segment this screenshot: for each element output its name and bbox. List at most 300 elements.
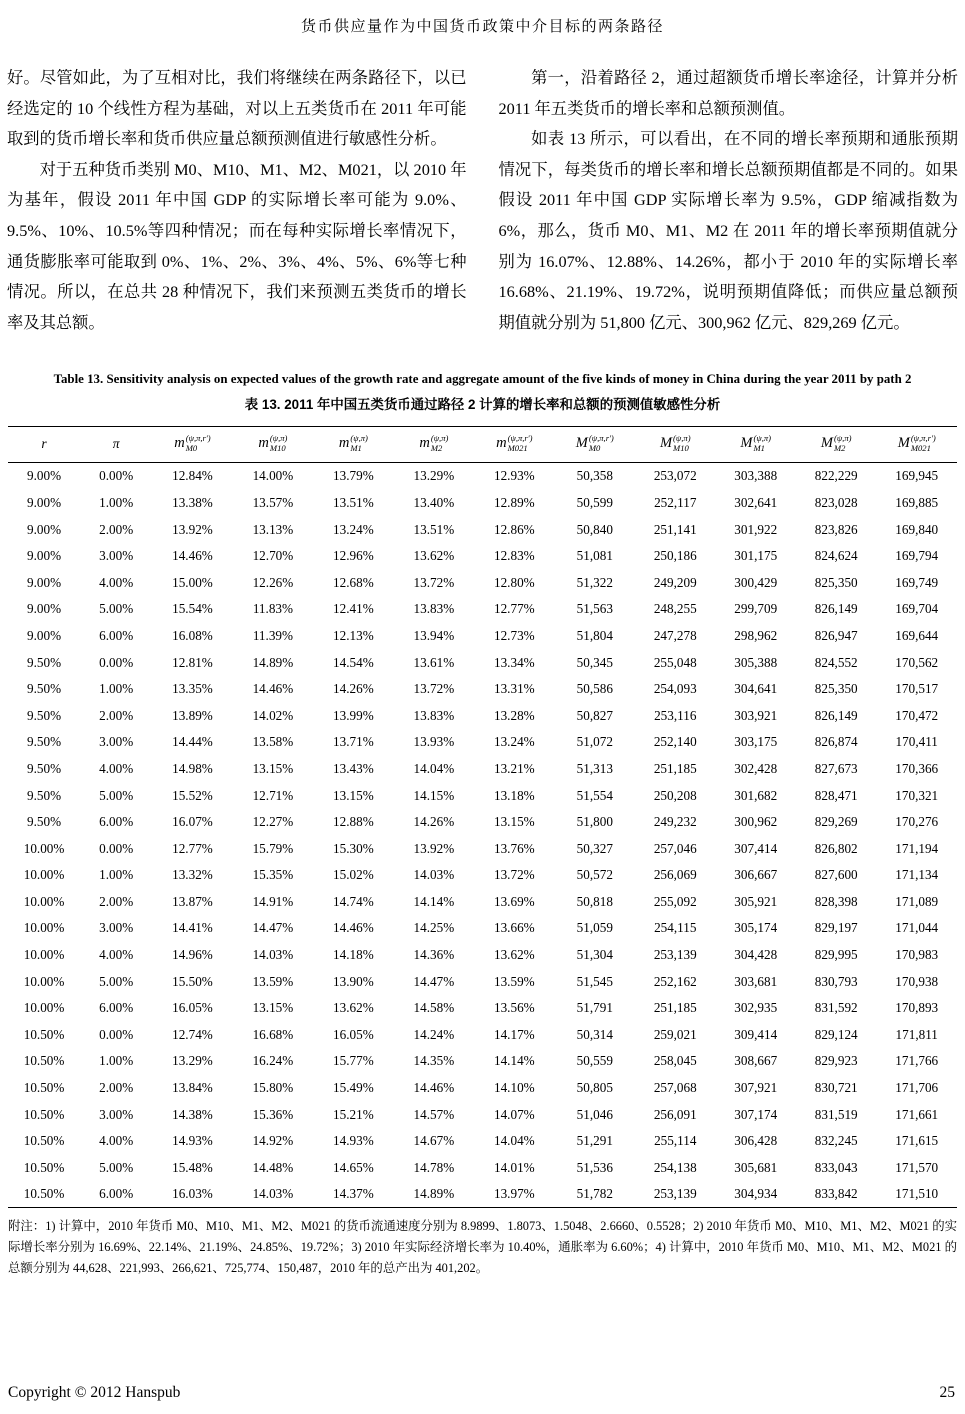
table-cell: 6.00% <box>99 814 134 830</box>
column-header: π <box>80 426 152 462</box>
table-cell: 10.00% <box>23 920 65 936</box>
table-cell: 50,805 <box>576 1080 613 1096</box>
table-cell: 13.83% <box>413 601 455 617</box>
table-cell: 1.00% <box>99 681 134 697</box>
table-cell: 4.00% <box>99 574 134 590</box>
table-cell: 5.00% <box>99 973 134 989</box>
table-row <box>8 1021 957 1048</box>
table-cell: 15.30% <box>333 840 374 856</box>
table-cell: 14.02% <box>252 707 294 723</box>
table-cell: 12.93% <box>493 468 535 484</box>
table-row <box>8 941 957 968</box>
table-cell: 14.46% <box>252 681 294 697</box>
table-cell: 9.00% <box>27 494 62 510</box>
table-cell: 169,840 <box>895 521 939 537</box>
table-cell: 12.84% <box>172 468 213 484</box>
table-cell: 171,615 <box>895 1133 939 1149</box>
table-cell: 307,174 <box>734 1106 778 1122</box>
table-cell: 14.89% <box>252 654 294 670</box>
table-cell: 15.80% <box>252 1080 294 1096</box>
table-cell: 16.03% <box>172 1186 213 1202</box>
table-row <box>8 888 957 915</box>
table-cell: 12.77% <box>493 601 535 617</box>
table-cell: 9.00% <box>27 521 62 537</box>
table-cell: 3.00% <box>99 920 134 936</box>
paragraph: 如表 13 所示，可以看出，在不同的增长率预期和通胀预期情况下，每类货币的增长率和增长总额预期值都是不同的。如果假设 2011 年中国 GDP 实际增长率为 9.5%，GDP 缩减指数为 6%，那么，货币 M0、M1、M2 在 2011 年的增长率预期值就分别为 16.07%、12.88%、14.26%，都小于 2010 年的实际增长率 16.68%、21.19%、19.72%，说明预期值降低；而供应量总额预期值就分别为 51,800 亿元、300,962 亿元、829,269 亿元。 <box>498 129 958 332</box>
table-cell: 249,232 <box>653 814 697 830</box>
table-row <box>8 1181 957 1208</box>
table-cell: 169,794 <box>895 548 939 564</box>
table-cell: 14.47% <box>413 973 455 989</box>
table-cell: 169,945 <box>895 468 939 484</box>
paragraph: 好。尽管如此，为了互相对比，我们将继续在两条路径下，以已经选定的 10 个线性方程为基础，对以上五类货币在 2011 年可能取到的货币增长率和货币供应量总额预测值进行敏感性分析。 <box>7 68 467 149</box>
table-cell: 13.93% <box>413 734 455 750</box>
column-header: M (ψ,π) M1 <box>716 426 796 462</box>
table-cell: 14.46% <box>413 1080 455 1096</box>
table-cell: 13.32% <box>172 867 213 883</box>
table-cell: 256,069 <box>653 867 697 883</box>
table-cell: 13.29% <box>413 468 455 484</box>
table-row <box>8 649 957 676</box>
table-cell: 16.68% <box>252 1026 294 1042</box>
table-cell: 305,388 <box>734 654 778 670</box>
table-cell: 828,471 <box>814 787 858 803</box>
table-cell: 14.91% <box>252 893 294 909</box>
table-cell: 830,721 <box>814 1080 858 1096</box>
table-cell: 14.00% <box>252 468 294 484</box>
table-cell: 13.62% <box>333 1000 374 1016</box>
table-cell: 12.41% <box>333 601 374 617</box>
column-header: m (ψ,π) M10 <box>233 426 313 462</box>
table-cell: 51,313 <box>576 760 613 776</box>
table-cell: 826,874 <box>814 734 858 750</box>
table-cell: 51,304 <box>576 947 613 963</box>
table-cell: 252,117 <box>654 494 697 510</box>
table-cell: 12.27% <box>252 814 294 830</box>
table-cell: 50,559 <box>576 1053 613 1069</box>
table-cell: 250,208 <box>653 787 697 803</box>
table-cell: 50,345 <box>576 654 613 670</box>
table-cell: 50,818 <box>576 893 613 909</box>
table-cell: 169,704 <box>895 601 939 617</box>
table-row <box>8 729 957 756</box>
table-cell: 3.00% <box>99 734 134 750</box>
table-cell: 12.26% <box>252 574 294 590</box>
table-cell: 13.58% <box>252 734 294 750</box>
table-row <box>8 1154 957 1181</box>
table-cell: 16.24% <box>252 1053 294 1069</box>
table-cell: 257,068 <box>653 1080 697 1096</box>
table-cell: 15.50% <box>172 973 213 989</box>
table-cell: 1.00% <box>99 494 134 510</box>
table-cell: 170,938 <box>895 973 939 989</box>
table-cell: 302,935 <box>734 1000 778 1016</box>
table-cell: 170,893 <box>895 1000 939 1016</box>
table-cell: 13.59% <box>252 973 294 989</box>
table-cell: 51,554 <box>576 787 613 803</box>
table-row <box>8 782 957 809</box>
table-cell: 15.21% <box>333 1106 374 1122</box>
table-cell: 303,388 <box>734 468 778 484</box>
table-cell: 13.62% <box>413 548 455 564</box>
table-cell: 14.93% <box>172 1133 213 1149</box>
table-cell: 15.36% <box>252 1106 294 1122</box>
table-cell: 9.50% <box>27 654 62 670</box>
body-text-columns <box>0 63 965 338</box>
table-cell: 13.89% <box>172 707 213 723</box>
table-cell: 171,134 <box>895 867 939 883</box>
table-footnote: 附注：1) 计算中，2010 年货币 M0、M10、M1、M2、M021 的货币流通速度分别为 8.9899、1.8073、1.5048、2.6660、0.5528；2) 2010 年货币 M0、M10、M1、M2、M021 的实际增长率分别为 16.69%、22.14%、21.19%、24.85%、19.72%；3) 2010 年实际经济增长率为 10.40%，通胀率为 6.60%；4) 计算中，2010 年货币 M0、M10、M1、M2、M021 的总额分别为 44,628、221,993、266,621、725,774、150,487，2010 年的总产出为 401,202。 <box>8 1219 957 1276</box>
table-cell: 832,245 <box>814 1133 858 1149</box>
table-cell: 50,827 <box>576 707 613 723</box>
table-cell: 50,327 <box>576 840 613 856</box>
table-cell: 13.31% <box>493 681 535 697</box>
table-row <box>8 569 957 596</box>
table-cell: 15.52% <box>172 787 213 803</box>
table-cell: 301,682 <box>734 787 778 803</box>
table-caption <box>0 371 965 413</box>
table-cell: 12.83% <box>493 548 535 564</box>
table-cell: 14.54% <box>333 654 374 670</box>
table-cell: 827,600 <box>814 867 858 883</box>
table-cell: 304,428 <box>734 947 778 963</box>
table-cell: 171,089 <box>895 893 939 909</box>
table-cell: 12.13% <box>333 627 374 643</box>
table-cell: 833,842 <box>814 1186 858 1202</box>
table-row <box>8 702 957 729</box>
table-cell: 10.50% <box>23 1106 65 1122</box>
table-cell: 13.72% <box>413 574 455 590</box>
table-cell: 15.48% <box>172 1159 213 1175</box>
table-cell: 0.00% <box>99 840 134 856</box>
table-cell: 13.79% <box>333 468 374 484</box>
table-cell: 5.00% <box>99 601 134 617</box>
table-cell: 6.00% <box>99 1000 134 1016</box>
table-cell: 826,947 <box>814 627 858 643</box>
table-cell: 14.92% <box>252 1133 294 1149</box>
table-cell: 15.49% <box>333 1080 374 1096</box>
table-cell: 824,624 <box>814 548 858 564</box>
table-cell: 251,185 <box>653 1000 697 1016</box>
table-cell: 6.00% <box>99 1186 134 1202</box>
table-cell: 13.92% <box>172 521 213 537</box>
table-cell: 305,681 <box>734 1159 778 1175</box>
table-cell: 304,934 <box>734 1186 778 1202</box>
table-cell: 13.99% <box>333 707 374 723</box>
table-cell: 827,673 <box>814 760 858 776</box>
table-cell: 13.83% <box>413 707 455 723</box>
table-cell: 50,599 <box>576 494 613 510</box>
table-cell: 13.76% <box>493 840 535 856</box>
column-header: M (ψ,π) M2 <box>796 426 876 462</box>
table-cell: 13.18% <box>493 787 535 803</box>
table-cell: 309,414 <box>734 1026 778 1042</box>
table-cell: 253,139 <box>653 947 697 963</box>
table-cell: 15.77% <box>333 1053 374 1069</box>
table-cell: 307,921 <box>734 1080 778 1096</box>
table-cell: 14.98% <box>172 760 213 776</box>
running-head-title: 货币供应量作为中国货币政策中介目标的两条路径 <box>300 19 664 35</box>
table-cell: 4.00% <box>99 1133 134 1149</box>
table-cell: 9.00% <box>27 601 62 617</box>
table-cell: 14.25% <box>413 920 455 936</box>
table-cell: 302,428 <box>734 760 778 776</box>
page-number: 25 <box>939 1384 955 1401</box>
table-cell: 171,706 <box>895 1080 939 1096</box>
table-cell: 170,321 <box>895 787 939 803</box>
table-cell: 50,586 <box>576 681 613 697</box>
table-cell: 301,175 <box>734 548 778 564</box>
table-cell: 830,793 <box>814 973 858 989</box>
table-cell: 10.50% <box>23 1186 65 1202</box>
table-cell: 10.00% <box>23 1000 65 1016</box>
table-cell: 171,661 <box>895 1106 939 1122</box>
table-cell: 51,046 <box>576 1106 613 1122</box>
table-cell: 13.38% <box>172 494 213 510</box>
table-cell: 14.01% <box>493 1159 535 1175</box>
table-cell: 14.04% <box>493 1133 535 1149</box>
table-cell: 12.73% <box>493 627 535 643</box>
table-cell: 14.26% <box>333 681 374 697</box>
table-cell: 10.50% <box>23 1159 65 1175</box>
table-row <box>8 542 957 569</box>
table-cell: 14.14% <box>493 1053 535 1069</box>
paragraph: 对于五种货币类别 M0、M10、M1、M2、M021，以 2010 年为基年，假设 2011 年中国 GDP 的实际增长率可能为 9.0%、9.5%、10%、10.5%等四种情况；而在每种实际增长率情况下，通货膨胀率可能取到 0%、1%、2%、3%、4%、5%、6%等七种情况。所以，在总共 28 种情况下，我们来预测五类货币的增长率及其总额。 <box>7 159 467 332</box>
table-cell: 14.93% <box>333 1133 374 1149</box>
table-cell: 250,186 <box>653 548 697 564</box>
table-cell: 14.35% <box>413 1053 455 1069</box>
table-cell: 9.50% <box>27 707 62 723</box>
table-cell: 826,149 <box>814 601 858 617</box>
table-cell: 14.24% <box>413 1026 455 1042</box>
table-cell: 50,572 <box>576 867 613 883</box>
table-cell: 253,116 <box>654 707 697 723</box>
table-cell: 303,681 <box>734 973 778 989</box>
table-cell: 828,398 <box>814 893 858 909</box>
table-cell: 831,592 <box>814 1000 858 1016</box>
column-header: M (ψ,π) M10 <box>635 426 715 462</box>
table-body <box>8 462 957 1208</box>
table-cell: 257,046 <box>653 840 697 856</box>
table-cell: 13.87% <box>172 893 213 909</box>
table-cell: 254,138 <box>653 1159 697 1175</box>
table-row <box>8 1048 957 1075</box>
table-caption-english: Table 13. Sensitivity analysis on expected values of the growth rate and aggregate amount of the five kinds of money in China during the year 2011 by path 2 <box>53 372 912 387</box>
table-cell: 9.00% <box>27 468 62 484</box>
table-cell: 1.00% <box>99 1053 134 1069</box>
table-cell: 51,322 <box>576 574 613 590</box>
table-cell: 13.34% <box>493 654 535 670</box>
table-cell: 13.15% <box>333 787 374 803</box>
table-cell: 0.00% <box>99 1026 134 1042</box>
table-cell: 10.00% <box>23 947 65 963</box>
table-cell: 15.79% <box>252 840 294 856</box>
table-cell: 13.15% <box>252 760 294 776</box>
table-cell: 299,709 <box>734 601 778 617</box>
table-cell: 823,028 <box>814 494 858 510</box>
table-cell: 304,641 <box>734 681 778 697</box>
table-cell: 14.37% <box>333 1186 374 1202</box>
table-cell: 51,081 <box>576 548 613 564</box>
table-cell: 302,641 <box>734 494 778 510</box>
table-cell: 14.46% <box>172 548 213 564</box>
table-cell: 170,562 <box>895 654 939 670</box>
table-cell: 14.17% <box>493 1026 535 1042</box>
table-cell: 13.59% <box>493 973 535 989</box>
table-cell: 170,366 <box>895 760 939 776</box>
table-cell: 12.96% <box>333 548 374 564</box>
table-row <box>8 622 957 649</box>
table-cell: 829,269 <box>814 814 858 830</box>
table-cell: 256,091 <box>653 1106 697 1122</box>
paragraph: 第一，沿着路径 2，通过超额货币增长率途径，计算并分析 2011 年五类货币的增长率和总额预测值。 <box>498 68 958 118</box>
table-cell: 0.00% <box>99 468 134 484</box>
table-cell: 249,209 <box>653 574 697 590</box>
table-cell: 247,278 <box>653 627 697 643</box>
right-column <box>499 63 959 338</box>
table-cell: 13.24% <box>333 521 374 537</box>
table-cell: 13.51% <box>333 494 374 510</box>
table-cell: 9.00% <box>27 627 62 643</box>
table-cell: 13.66% <box>493 920 535 936</box>
table-cell: 14.74% <box>333 893 374 909</box>
table-cell: 14.03% <box>252 1186 294 1202</box>
table-cell: 170,983 <box>895 947 939 963</box>
table-cell: 822,229 <box>814 468 858 484</box>
table-cell: 171,194 <box>895 840 939 856</box>
table-cell: 13.29% <box>172 1053 213 1069</box>
column-header: M (ψ,π,r′) M0 <box>555 426 635 462</box>
table-cell: 9.00% <box>27 548 62 564</box>
table-cell: 15.00% <box>172 574 213 590</box>
table-cell: 13.57% <box>252 494 294 510</box>
table-cell: 170,472 <box>895 707 939 723</box>
table-cell: 305,174 <box>734 920 778 936</box>
table-cell: 14.18% <box>333 947 374 963</box>
table-row <box>8 489 957 516</box>
table-cell: 11.83% <box>252 601 293 617</box>
table-cell: 14.44% <box>172 734 213 750</box>
sensitivity-table <box>8 426 957 1208</box>
table-cell: 252,162 <box>653 973 697 989</box>
table-row <box>8 862 957 889</box>
table-cell: 6.00% <box>99 627 134 643</box>
column-header: m (ψ,π) M1 <box>313 426 393 462</box>
table-cell: 14.41% <box>172 920 213 936</box>
column-header: m (ψ,π,r′) M0 <box>152 426 232 462</box>
table-cell: 14.03% <box>413 867 455 883</box>
table-cell: 170,517 <box>895 681 939 697</box>
table-cell: 13.92% <box>413 840 455 856</box>
table-cell: 13.13% <box>252 521 294 537</box>
table-row <box>8 835 957 862</box>
table-cell: 14.03% <box>252 947 294 963</box>
table-cell: 14.78% <box>413 1159 455 1175</box>
table-cell: 5.00% <box>99 1159 134 1175</box>
table-cell: 13.15% <box>493 814 535 830</box>
table-cell: 13.56% <box>493 1000 535 1016</box>
table-cell: 171,766 <box>895 1053 939 1069</box>
table-row <box>8 516 957 543</box>
table-cell: 13.84% <box>172 1080 213 1096</box>
table-cell: 13.71% <box>333 734 374 750</box>
table-cell: 14.07% <box>493 1106 535 1122</box>
table-cell: 51,536 <box>576 1159 613 1175</box>
table-cell: 15.02% <box>333 867 374 883</box>
table-cell: 826,149 <box>814 707 858 723</box>
table-row <box>8 915 957 942</box>
table-cell: 171,811 <box>895 1026 938 1042</box>
table-row <box>8 1101 957 1128</box>
table-cell: 255,048 <box>653 654 697 670</box>
table-cell: 13.40% <box>413 494 455 510</box>
table-cell: 301,922 <box>734 521 778 537</box>
column-header: r <box>8 426 80 462</box>
table-cell: 14.46% <box>333 920 374 936</box>
table-cell: 9.50% <box>27 681 62 697</box>
table-cell: 826,802 <box>814 840 858 856</box>
table-cell: 4.00% <box>99 760 134 776</box>
table-cell: 14.10% <box>493 1080 535 1096</box>
table-cell: 51,059 <box>576 920 613 936</box>
table-cell: 306,428 <box>734 1133 778 1149</box>
table-cell: 831,519 <box>814 1106 858 1122</box>
table-cell: 51,782 <box>576 1186 613 1202</box>
table-cell: 10.00% <box>23 840 65 856</box>
table-cell: 13.61% <box>413 654 455 670</box>
table-cell: 2.00% <box>99 893 134 909</box>
table-row <box>8 462 957 489</box>
table-cell: 14.38% <box>172 1106 213 1122</box>
table-cell: 169,644 <box>895 627 939 643</box>
table-cell: 255,114 <box>654 1133 697 1149</box>
table-cell: 9.00% <box>27 574 62 590</box>
table-row <box>8 968 957 995</box>
table-cell: 10.00% <box>23 867 65 883</box>
table-cell: 50,358 <box>576 468 613 484</box>
table-cell: 14.48% <box>252 1159 294 1175</box>
table-cell: 824,552 <box>814 654 858 670</box>
table-cell: 12.68% <box>333 574 374 590</box>
table-cell: 823,826 <box>814 521 858 537</box>
table-row <box>8 808 957 835</box>
table-cell: 12.74% <box>172 1026 213 1042</box>
table-cell: 13.97% <box>493 1186 535 1202</box>
table-cell: 251,185 <box>653 760 697 776</box>
table-row <box>8 675 957 702</box>
table-cell: 0.00% <box>99 654 134 670</box>
table-cell: 14.26% <box>413 814 455 830</box>
table-cell: 248,255 <box>653 601 697 617</box>
table-cell: 308,667 <box>734 1053 778 1069</box>
table-cell: 16.05% <box>172 1000 213 1016</box>
table-cell: 14.96% <box>172 947 213 963</box>
table-cell: 13.72% <box>413 681 455 697</box>
table-cell: 829,923 <box>814 1053 858 1069</box>
table-cell: 10.50% <box>23 1080 65 1096</box>
table-cell: 10.00% <box>23 973 65 989</box>
table-cell: 169,749 <box>895 574 939 590</box>
table-row <box>8 1127 957 1154</box>
table-cell: 13.90% <box>333 973 374 989</box>
table-cell: 12.88% <box>333 814 374 830</box>
table-cell: 14.58% <box>413 1000 455 1016</box>
table-cell: 13.62% <box>493 947 535 963</box>
table-cell: 825,350 <box>814 681 858 697</box>
table-cell: 14.67% <box>413 1133 455 1149</box>
table-cell: 303,921 <box>734 707 778 723</box>
table-cell: 14.36% <box>413 947 455 963</box>
